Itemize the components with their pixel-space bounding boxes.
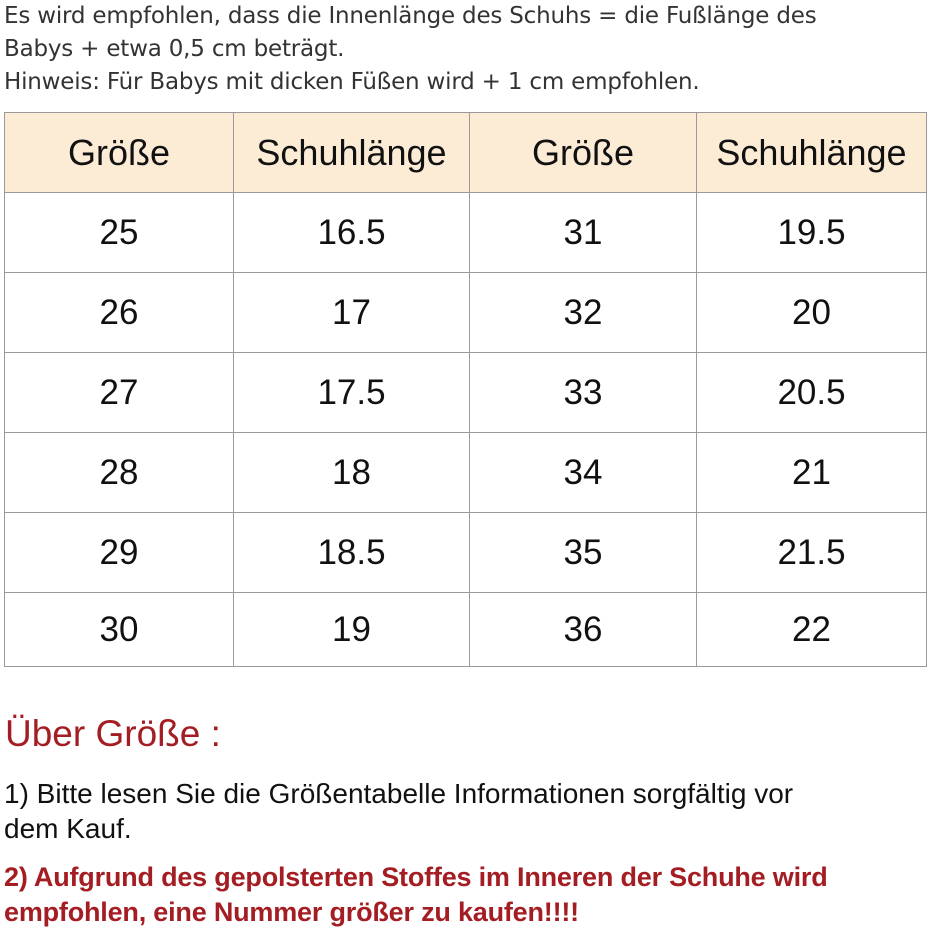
note-size-up-recommendation xyxy=(4,860,946,930)
table-cell: 29 xyxy=(5,513,234,593)
table-cell: 16.5 xyxy=(234,193,470,273)
table-cell: 28 xyxy=(5,433,234,513)
table-cell: 18.5 xyxy=(234,513,470,593)
table-cell: 20.5 xyxy=(697,353,927,433)
header-cell-length-1: Schuhlänge xyxy=(234,113,470,193)
header-cell-length-2: Schuhlänge xyxy=(697,113,927,193)
note2-line-1: 2) Aufgrund des gepolsterten Stoffes im Inneren der Schuhe wird xyxy=(4,862,828,892)
table-cell: 35 xyxy=(470,513,697,593)
table-cell: 19.5 xyxy=(697,193,927,273)
table-cell: 19 xyxy=(234,593,470,667)
table-row xyxy=(5,433,927,513)
table-row xyxy=(5,273,927,353)
table-cell: 21.5 xyxy=(697,513,927,593)
note1-line-2: dem Kauf. xyxy=(4,813,132,844)
intro-line-2: Babys + etwa 0,5 cm beträgt. xyxy=(4,36,345,62)
table-cell: 36 xyxy=(470,593,697,667)
note-read-size-chart xyxy=(4,776,934,846)
table-row xyxy=(5,193,927,273)
intro-text xyxy=(4,0,904,99)
intro-line-3: Hinweis: Für Babys mit dicken Füßen wird + 1 cm empfohlen. xyxy=(4,69,700,95)
table-row xyxy=(5,513,927,593)
note1-line-1: 1) Bitte lesen Sie die Größentabelle Informationen sorgfältig vor xyxy=(4,778,794,809)
size-table xyxy=(4,112,927,667)
header-cell-size-2: Größe xyxy=(470,113,697,193)
table-cell: 31 xyxy=(470,193,697,273)
table-cell: 17 xyxy=(234,273,470,353)
table-cell: 27 xyxy=(5,353,234,433)
header-cell-size-1: Größe xyxy=(5,113,234,193)
table-cell: 26 xyxy=(5,273,234,353)
intro-line-1: Es wird empfohlen, dass die Innenlänge des Schuhs = die Fußlänge des xyxy=(4,3,817,29)
table-cell: 20 xyxy=(697,273,927,353)
table-cell: 33 xyxy=(470,353,697,433)
table-cell: 30 xyxy=(5,593,234,667)
table-cell: 17.5 xyxy=(234,353,470,433)
table-cell: 18 xyxy=(234,433,470,513)
note2-line-2: empfohlen, eine Nummer größer zu kaufen!!!! xyxy=(4,897,579,927)
section-title: Über Größe : xyxy=(5,713,221,754)
table-cell: 32 xyxy=(470,273,697,353)
table-cell: 22 xyxy=(697,593,927,667)
table-cell: 25 xyxy=(5,193,234,273)
table-row xyxy=(5,593,927,667)
table-cell: 21 xyxy=(697,433,927,513)
table-cell: 34 xyxy=(470,433,697,513)
table-header-row xyxy=(5,113,927,193)
table-row xyxy=(5,353,927,433)
